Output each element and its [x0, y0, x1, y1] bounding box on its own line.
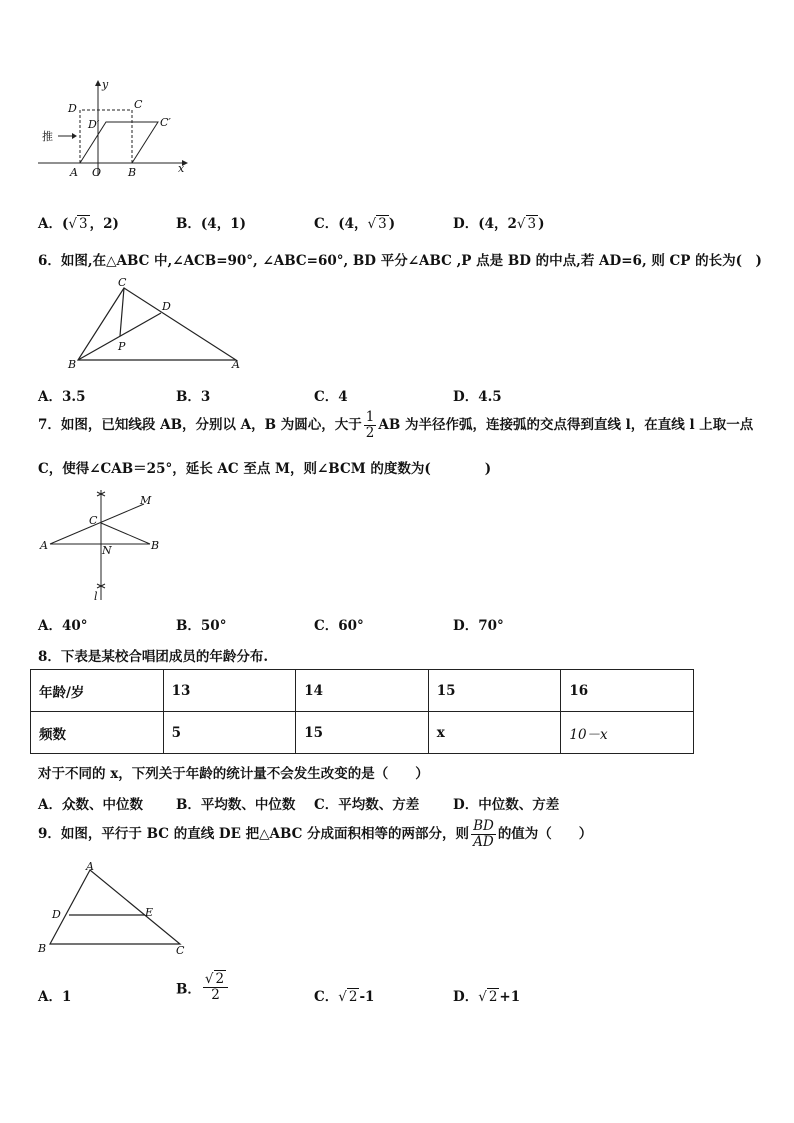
- q6-option-c[interactable]: C．4: [314, 389, 348, 405]
- label-C: C: [176, 944, 185, 957]
- label-E: E: [145, 906, 154, 919]
- table-cell: 5: [163, 712, 296, 754]
- q9-fraction: $\frac{BD}{AD}$: [473, 818, 494, 850]
- label-push: 推: [42, 130, 53, 143]
- q7-option-d[interactable]: D．70°: [453, 618, 504, 634]
- label-N: N: [102, 544, 112, 557]
- q7-option-b[interactable]: B．50°: [176, 618, 227, 634]
- q9-option-b[interactable]: B． $\frac{√ 2}{2}$: [176, 972, 230, 1003]
- q9-option-c[interactable]: C．√ 2 -1: [314, 989, 375, 1005]
- q6-figure: [62, 274, 252, 372]
- q7-fraction: $\frac{1}{2}$: [365, 409, 375, 441]
- table-cell: 16: [561, 670, 694, 712]
- q7-stem-line2: C，使得∠CAB＝25°，延长 AC 至点 M，则∠BCM 的度数为( ): [38, 461, 492, 477]
- q5-option-b[interactable]: B．(4，1): [176, 216, 246, 232]
- label-A: A: [70, 166, 78, 179]
- table-cell: 14: [296, 670, 429, 712]
- label-D: D: [52, 908, 61, 921]
- q9-option-d[interactable]: D．√ 2 +1: [453, 989, 521, 1005]
- q5-option-d[interactable]: D．(4，2√ 3 ): [453, 216, 545, 232]
- q6-option-a[interactable]: A．3.5: [38, 389, 86, 405]
- q7-option-c[interactable]: C．60°: [314, 618, 364, 634]
- q7-option-a[interactable]: A．40°: [38, 618, 88, 634]
- label-O: O: [92, 166, 102, 179]
- table-cell: 年龄/岁: [31, 670, 164, 712]
- q9-option-a[interactable]: A．1: [38, 989, 72, 1005]
- table-cell: 10－x: [561, 712, 694, 754]
- label-M: M: [140, 494, 152, 507]
- q8-option-c[interactable]: C．平均数、方差: [314, 797, 420, 813]
- q9-figure: [34, 858, 194, 958]
- q6-option-b[interactable]: B．3: [176, 389, 211, 405]
- q7-figure: [36, 486, 172, 604]
- q8-option-d[interactable]: D．中位数、方差: [453, 797, 560, 813]
- label-D-prime: D′: [88, 118, 100, 131]
- q5-option-c[interactable]: C．(4，√ 3 ): [314, 216, 396, 232]
- q7-stem-line1: 7．如图，已知线段 AB，分别以 A，B 为圆心，大于 $\frac{1}{2}$ AB 为半径作弧，连接弧的交点得到直线 l，在直线 l 上取一点: [38, 409, 754, 441]
- label-C: C: [118, 276, 127, 289]
- table-cell: x: [428, 712, 561, 754]
- label-A: A: [232, 358, 240, 371]
- table-cell: 13: [163, 670, 296, 712]
- q6-stem: 6．如图,在△ABC 中,∠ACB=90°, ∠ABC=60°, BD 平分∠ABC ,P 点是 BD 的中点,若 AD=6, 则 CP 的长为( ): [38, 253, 762, 269]
- label-D: D: [68, 102, 77, 115]
- q8-option-b[interactable]: B．平均数、中位数: [176, 797, 296, 813]
- label-x: x: [178, 162, 185, 175]
- q9-stem: 9．如图，平行于 BC 的直线 DE 把△ABC 分成面积相等的两部分，则 $\frac{BD}{AD}$ 的值为（ ）: [38, 818, 593, 850]
- q8-stem: 8．下表是某校合唱团成员的年龄分布.: [38, 649, 269, 665]
- q5-option-a[interactable]: A．(√ 3 ，2): [38, 216, 119, 232]
- label-y: y: [102, 78, 109, 91]
- q8-option-a[interactable]: A．众数、中位数: [38, 797, 143, 813]
- label-C: C: [89, 514, 98, 527]
- label-A: A: [40, 539, 48, 552]
- segment-CB: [101, 523, 150, 544]
- label-C-prime: C′: [160, 116, 171, 129]
- triangle-ABC: [78, 288, 236, 360]
- label-D: D: [162, 300, 171, 313]
- q8-question: 对于不同的 x，下列关于年龄的统计量不会发生改变的是（ ）: [38, 766, 429, 782]
- label-P: P: [118, 340, 126, 353]
- triangle-ABC: [50, 870, 180, 944]
- label-l: l: [94, 590, 98, 603]
- table-cell: 频数: [31, 712, 164, 754]
- table-row: [31, 712, 694, 754]
- label-B: B: [38, 942, 47, 955]
- label-B: B: [68, 358, 77, 371]
- y-axis-arrow: [95, 80, 101, 86]
- q5-figure: [36, 76, 192, 182]
- table-row: [31, 670, 694, 712]
- table-cell: 15: [296, 712, 429, 754]
- segment-CP: [120, 288, 124, 336]
- table-cell: 15: [428, 670, 561, 712]
- age-distribution-table: [30, 669, 694, 754]
- label-B: B: [151, 539, 160, 552]
- label-A: A: [86, 860, 94, 873]
- q6-option-d[interactable]: D．4.5: [453, 389, 502, 405]
- label-C: C: [134, 98, 143, 111]
- label-B: B: [128, 166, 137, 179]
